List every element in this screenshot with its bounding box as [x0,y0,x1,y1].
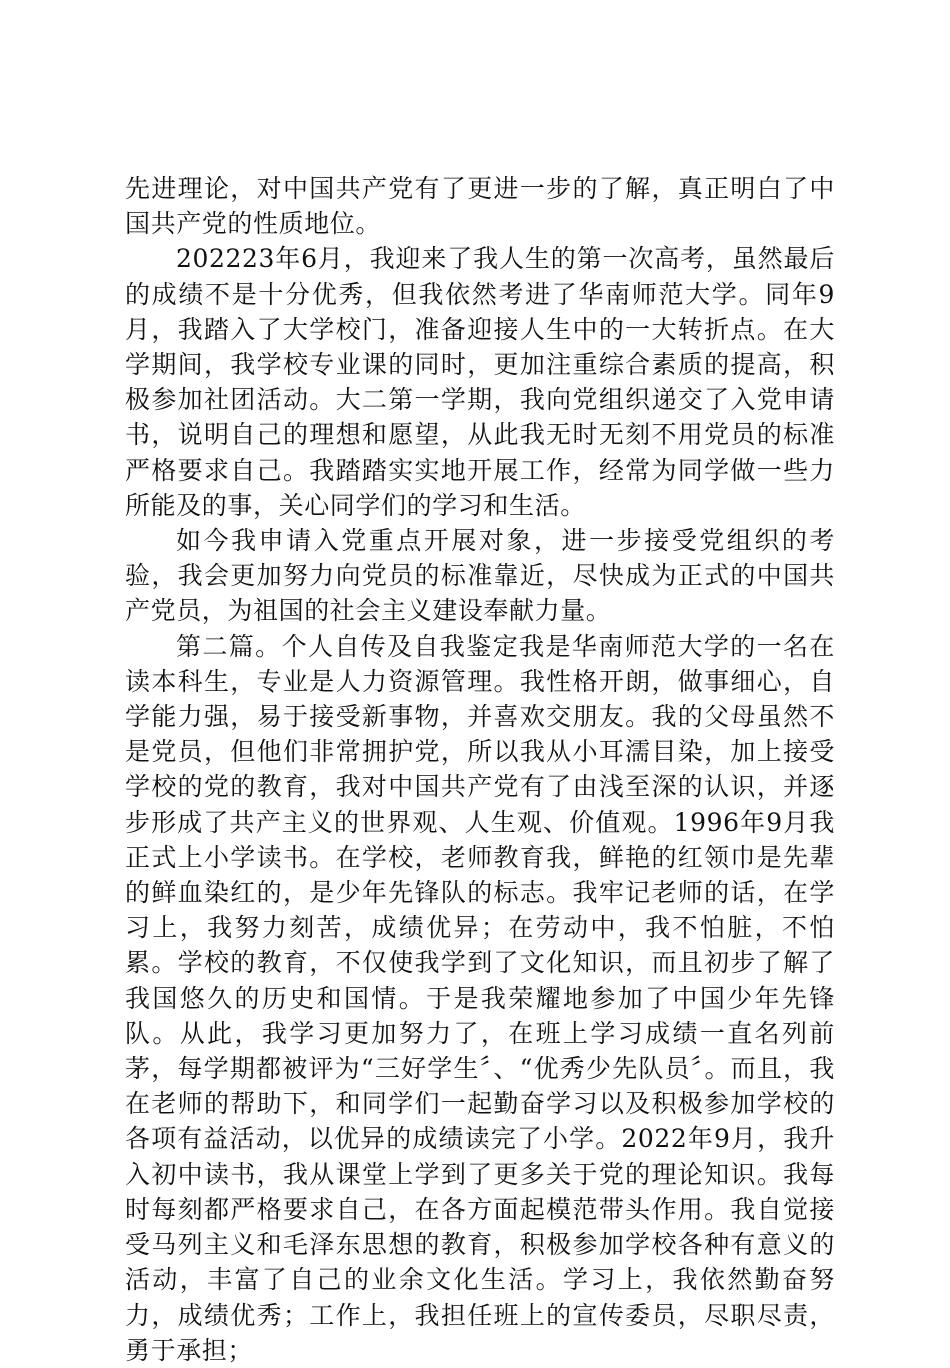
paragraph-4: 第二篇。个人自传及自我鉴定我是华南师范大学的一名在读本科生，专业是人力资源管理。我性格开朗，做事细心，自学能力强，易于接受新事物，并喜欢交朋友。我的父母虽然不是党员，但他们非常拥护党，所以我从小耳濡目染，加上接受学校的党的教育，我对中国共产党有了由浅至深的认识，并逐步形成了共产主义的世界观、人生观、价值观。1996年9月我正式上小学读书。在学校，老师教育我，鲜艳的红领巾是先辈的鲜血染红的，是少年先锋队的标志。我牢记老师的话，在学习上，我努力刻苦，成绩优异；在劳动中，我不怕脏，不怕累。学校的教育，不仅使我学到了文化知识，而且初步了解了我国悠久的历史和国情。于是我荣耀地参加了中国少年先锋队。从此，我学习更加努力了，在班上学习成绩一直名列前茅，每学期都被评为“三好学生〞、“优秀少先队员〞。而且，我在老师的帮助下，和同学们一起勤奋学习以及积极参加学校的各项有益活动，以优异的成绩读完了小学。2022年9月，我升入初中读书，我从课堂上学到了更多关于党的理论知识。我每时每刻都严格要求自己，在各方面起模范带头作用。我自觉接受马列主义和毛泽东思想的教育，积极参加学校各种有意义的活动，丰富了自己的业余文化生活。学习上，我依然勤奋努力，成绩优秀；工作上，我担任班上的宣传委员，尽职尽责，勇于承担； [125,631,835,1365]
document-page [125,171,835,1368]
paragraph-2: 202223年6月，我迎来了我人生的第一次高考，虽然最后的成绩不是十分优秀，但我依然考进了华南师范大学。同年9月，我踏入了大学校门，准备迎接人生中的一大转折点。在大学期间，我学校专业课的同时，更加注重综合素质的提高，积极参加社团活动。大二第一学期，我向党组织递交了入党申请书，说明自己的理想和愿望，从此我无时无刻不用党员的标准严格要求自己。我踏踏实实地开展工作，经常为同学做一些力所能及的事，关心同学们的学习和生活。 [125,244,835,520]
paragraph-1: 先进理论，对中国共产党有了更进一步的了解，真正明白了中国共产党的性质地位。 [125,174,835,239]
paragraph-3: 如今我申请入党重点开展对象，进一步接受党组织的考验，我会更加努力向党员的标准靠近，尽快成为正式的中国共产党员，为祖国的社会主义建设奉献力量。 [125,526,835,626]
